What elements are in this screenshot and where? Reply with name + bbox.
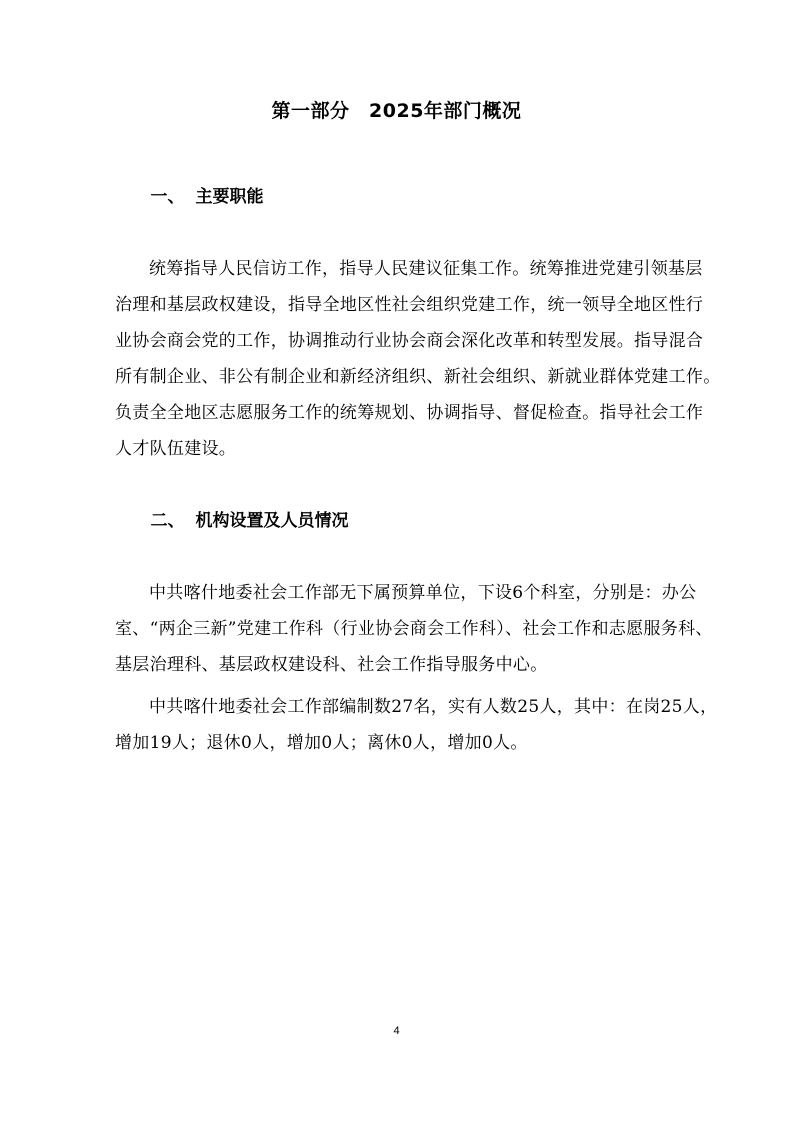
paragraph-line: 中共喀什地委社会工作部编制数27名，实有人数25人，其中：在岗25人， (149, 697, 718, 717)
section-heading-organization-staffing (115, 467, 689, 575)
section-number: 二、 (150, 511, 185, 531)
paragraph-staffing (115, 689, 718, 761)
page-title: 第一部分 2025年部门概况 (271, 100, 522, 122)
paragraph-line: 室、“两企三新”党建工作科（行业协会商会工作科）、社会工作和志愿服务科、 (115, 619, 713, 639)
paragraph-main-functions (115, 251, 721, 467)
paragraph-line: 所有制企业、非公有制企业和新经济组织、新社会组织、新就业群体党建工作。 (115, 367, 721, 387)
paragraph-organization (115, 575, 713, 683)
paragraph-line: 基层治理科、基层政权建设科、社会工作指导服务中心。 (115, 655, 548, 675)
section-number: 一、 (150, 187, 185, 207)
section-title: 机构设置及人员情况 (195, 511, 349, 531)
paragraph-line: 治理和基层政权建设，指导全地区性社会组织党建工作，统一领导全地区性行 (115, 295, 704, 315)
paragraph-line: 增加19人；退休0人，增加0人；离休0人，增加0人。 (115, 733, 528, 753)
document-body (115, 143, 721, 761)
section-title: 主要职能 (195, 187, 264, 207)
paragraph-line: 中共喀什地委社会工作部无下属预算单位，下设6个科室，分别是：办公 (149, 583, 697, 603)
paragraph-line: 业协会商会党的工作，协调推动行业协会商会深化改革和转型发展。指导混合 (115, 331, 704, 351)
page-number: 4 (393, 1025, 400, 1037)
section-heading-main-functions (115, 143, 689, 251)
paragraph-line: 负责全全地区志愿服务工作的统筹规划、协调指导、督促检查。指导社会工作 (115, 403, 704, 423)
paragraph-line: 人才队伍建设。 (115, 439, 237, 459)
paragraph-line: 统筹指导人民信访工作，指导人民建议征集工作。统筹推进党建引领基层 (149, 259, 703, 279)
